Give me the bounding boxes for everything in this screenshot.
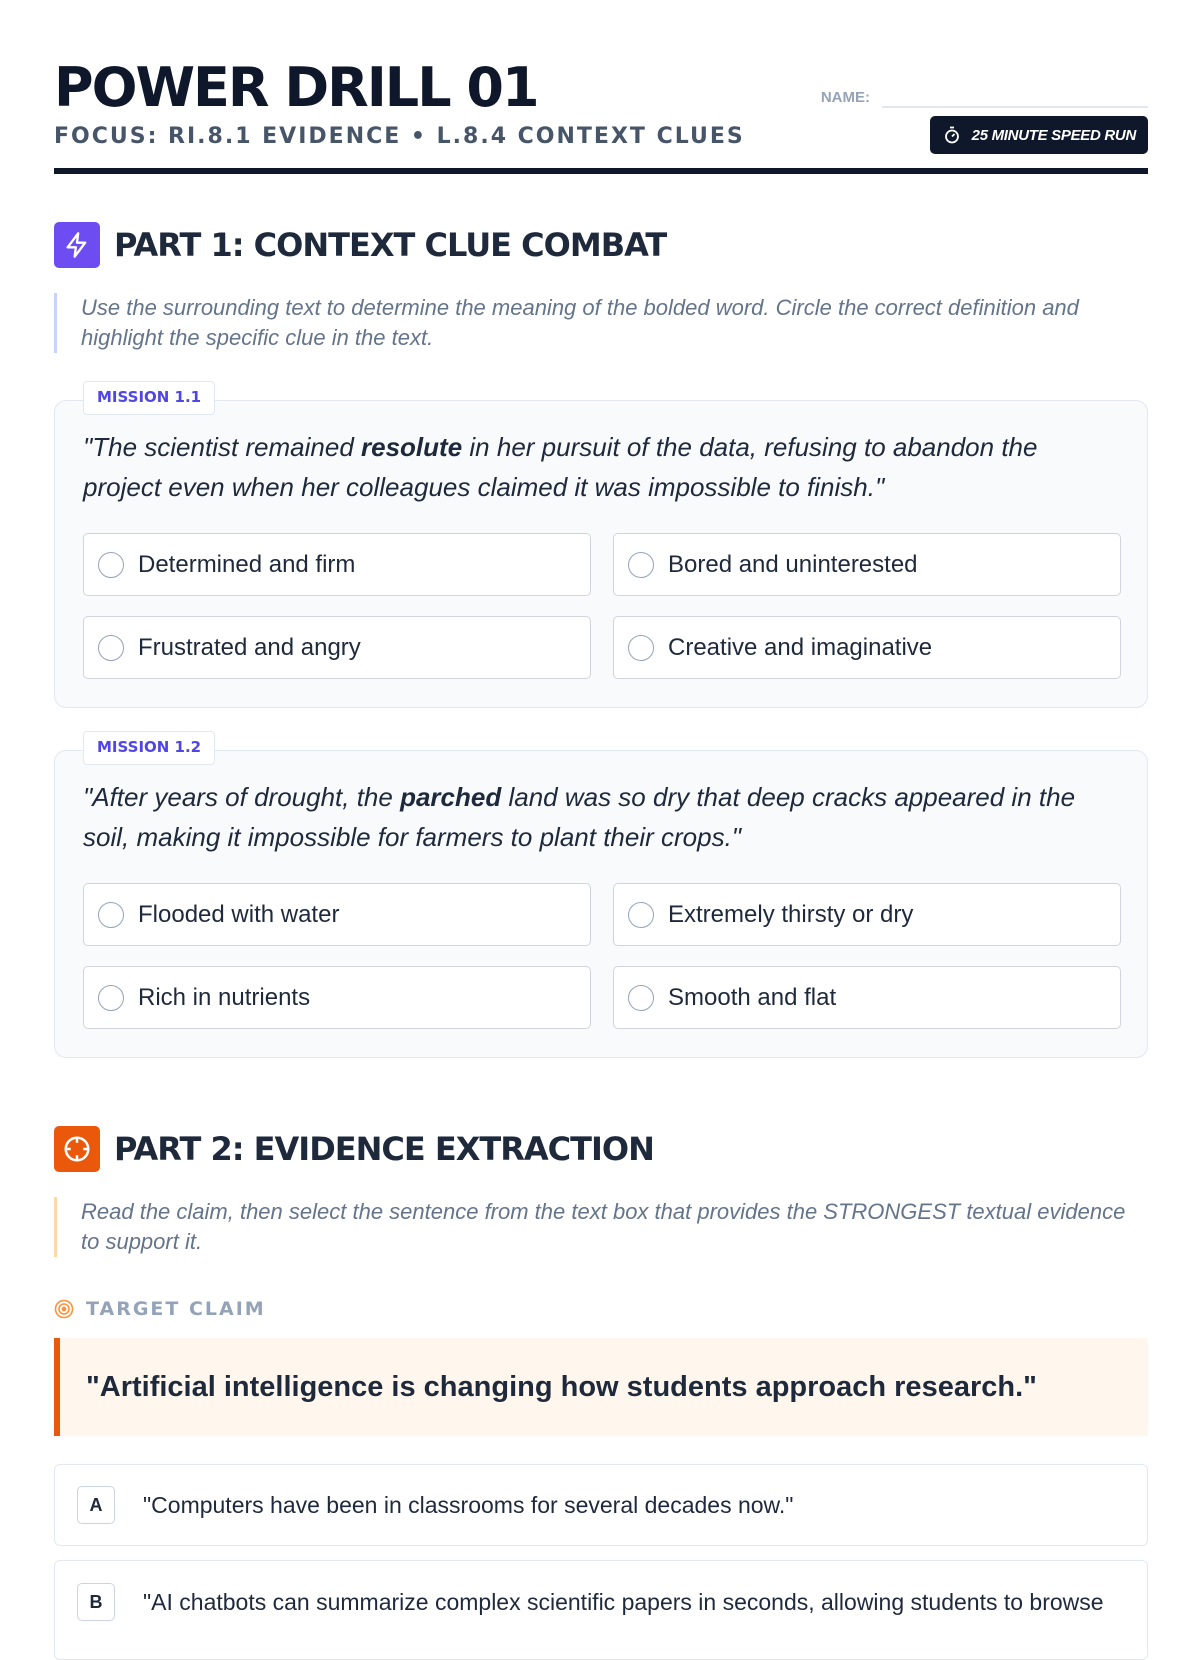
evidence-option-b[interactable] xyxy=(54,1560,1148,1660)
answer-option[interactable] xyxy=(613,616,1121,679)
mission-tag: MISSION 1.1 xyxy=(83,381,215,415)
part2-heading xyxy=(54,1126,654,1172)
radio-button[interactable] xyxy=(98,635,124,661)
radio-button[interactable] xyxy=(98,552,124,578)
mission-card-1-1 xyxy=(54,388,1148,708)
answer-option[interactable] xyxy=(83,966,591,1029)
part1-heading xyxy=(54,222,666,268)
evidence-text: "Computers have been in classrooms for several decades now." xyxy=(143,1491,794,1518)
mission-quote xyxy=(83,777,1103,857)
answer-option[interactable] xyxy=(83,616,591,679)
option-label: Bored and uninterested xyxy=(668,550,918,578)
name-input-line[interactable] xyxy=(882,78,1148,108)
lightning-icon xyxy=(63,231,91,259)
timer-badge-label: 25 MINUTE SPEED RUN xyxy=(971,126,1136,144)
answer-option[interactable] xyxy=(83,883,591,946)
option-label: Extremely thirsty or dry xyxy=(668,900,914,928)
name-label: NAME: xyxy=(820,89,870,106)
worksheet-page xyxy=(54,0,1148,1615)
option-letter: B xyxy=(77,1583,115,1621)
quote-text: land was so dry that deep cracks appeared in the soil, making it impossible for farmers to plant their crops." xyxy=(83,782,1076,852)
bold-vocab-word[interactable]: resolute xyxy=(361,432,463,462)
name-field-group xyxy=(821,78,1148,108)
evidence-option-a[interactable] xyxy=(54,1464,1148,1546)
quote-text: in her pursuit of the data, refusing to abandon the project even when her colleagues claimed it was impossible to finish." xyxy=(83,432,1038,502)
target-claim-text: TARGET CLAIM xyxy=(86,1298,266,1320)
option-label: Frustrated and angry xyxy=(138,633,361,661)
part1-instructions: Use the surrounding text to determine the meaning of the bolded word. Circle the correct definition and highlight the specific clue in the text. xyxy=(54,293,1148,353)
answer-option[interactable] xyxy=(613,533,1121,596)
part1-icon-box xyxy=(54,222,100,268)
timer-badge xyxy=(930,116,1148,154)
answer-options xyxy=(83,533,1122,679)
focus-standards: FOCUS: RI.8.1 EVIDENCE • L.8.4 CONTEXT CLUES xyxy=(54,124,745,149)
option-label: Flooded with water xyxy=(138,900,340,928)
target-claim-label xyxy=(54,1298,266,1320)
radio-button[interactable] xyxy=(628,985,654,1011)
part2-icon-box xyxy=(54,1126,100,1172)
option-label: Determined and firm xyxy=(138,550,356,578)
radio-button[interactable] xyxy=(628,552,654,578)
claim-box: "Artificial intelligence is changing how students approach research." xyxy=(54,1338,1148,1436)
radio-button[interactable] xyxy=(98,902,124,928)
stopwatch-icon xyxy=(944,126,960,144)
answer-option[interactable] xyxy=(613,966,1121,1029)
answer-options xyxy=(83,883,1122,1029)
part1-title: PART 1: CONTEXT CLUE COMBAT xyxy=(114,226,667,264)
quote-text: "The scientist remained xyxy=(83,432,362,462)
option-label: Rich in nutrients xyxy=(138,983,311,1011)
option-label: Smooth and flat xyxy=(668,983,837,1011)
bold-vocab-word[interactable]: parched xyxy=(400,782,502,812)
worksheet-header xyxy=(54,0,1148,174)
radio-button[interactable] xyxy=(98,985,124,1011)
mission-quote xyxy=(83,427,1103,507)
radio-button[interactable] xyxy=(628,902,654,928)
quote-text: "After years of drought, the xyxy=(83,782,401,812)
part2-title: PART 2: EVIDENCE EXTRACTION xyxy=(114,1130,654,1168)
target-icon xyxy=(54,1299,74,1319)
crosshair-icon xyxy=(62,1134,92,1164)
part2-instructions: Read the claim, then select the sentence from the text box that provides the STRONGEST textual evidence to support it. xyxy=(54,1197,1148,1257)
page-title: POWER DRILL 01 xyxy=(54,56,538,119)
evidence-text: "AI chatbots can summarize complex scientific papers in seconds, allowing students to browse xyxy=(143,1589,1104,1615)
radio-button[interactable] xyxy=(628,635,654,661)
mission-tag: MISSION 1.2 xyxy=(83,731,215,765)
mission-card-1-2 xyxy=(54,738,1148,1058)
option-letter: A xyxy=(77,1486,115,1524)
answer-option[interactable] xyxy=(83,533,591,596)
option-label: Creative and imaginative xyxy=(668,633,933,661)
answer-option[interactable] xyxy=(613,883,1121,946)
